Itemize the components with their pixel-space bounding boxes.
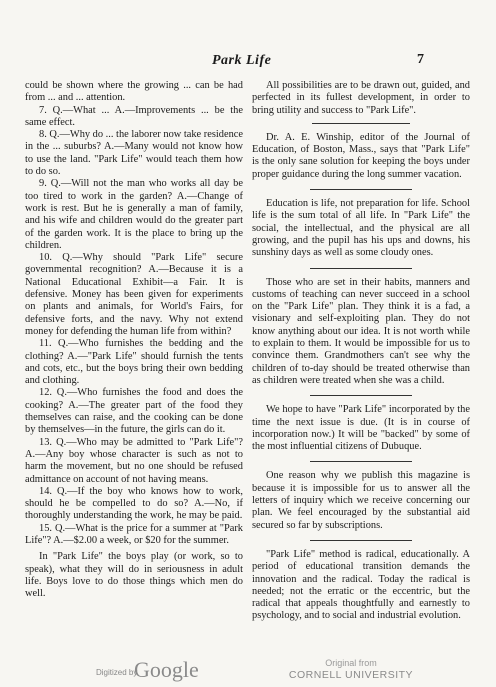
right-paragraph: Dr. A. E. Winship, editor of the Journal of Education, of Boston, Mass., says that "Park Life" is the only sane solution for keeping the boys under proper guidance during the long summer vacation.: [252, 131, 470, 180]
left-paragraph: could be shown where the growing ... can be had from ... and ... attention.: [25, 80, 243, 104]
left-paragraph: 15. Q.—What is the price for a summer at "Park Life"? A.—$2.00 a week, or $20 for the summer.: [25, 522, 243, 546]
divider: [312, 123, 410, 124]
left-paragraph: 11. Q.—Who furnishes the bedding and the clothing? A.—"Park Life" should furnish the tents and cots, etc., but the boys bring their own bedding and clothing.: [25, 338, 243, 387]
divider: [310, 395, 412, 396]
right-paragraph: Those who are set in their habits, manners and customs of teaching can never succeed in a school on the "Park Life" plan. They think it is a fad, a visionary and self-exploiting plan. They do not know anything about our idea. It is not worth while to explain to them. It would be impossible for us to convince them. Grandmothers can't see why the children of to-day should be treated otherwise than as children were treated when she was a child.: [252, 276, 470, 386]
right-paragraph: We hope to have "Park Life" incorporated by the time the next issue is due. (It is in course of incorporation now.) It will be "backed" by some of the most influential citizens of Dubuque.: [252, 404, 470, 453]
divider: [310, 461, 412, 462]
left-paragraph: 14. Q.—If the boy who knows how to work, should he be compelled to do so? A.—No, if thoroughly understanding the work, he may be paid.: [25, 485, 243, 522]
left-paragraph: 8. Q.—Why do ... the laborer now take residence in the ... suburbs? A.—Many would not know how to use the land. "Park Life" would teach them how to do so.: [25, 129, 243, 178]
google-logo: Google: [134, 657, 199, 682]
right-paragraph: All possibilities are to be drawn out, guided, and perfected in its fullest development, in order to bring utility and success to "Park Life".: [252, 80, 470, 116]
digitization-footer: [0, 654, 496, 684]
original-from-label: Original from: [325, 658, 377, 668]
page-header: [0, 52, 496, 74]
left-paragraph: 9. Q.—Will not the man who works all day be too tired to work in the garden? A.—Change of work is rest. But he is generally a man of family, and his wife and children would do the greater part of the garden work. It is the place to bring up the children.: [25, 178, 243, 251]
left-paragraph: 7. Q.—What ... A.—Improvements ... be the same effect.: [25, 104, 243, 128]
divider: [310, 268, 412, 269]
left-paragraph: In "Park Life" the boys play (or work, so to speak), what they will do in seriousness in adult life. Boys love to do those things which men do well.: [25, 551, 243, 600]
left-paragraph: 10. Q.—Why should "Park Life" secure governmental recognition? A.—Because it is a National Educational Exhibit—a Fair. It is defensive. Money has been given for experiments on plants and animals, for World's Fairs, for defensive forts, and the navy. Why not extend money for defending the human life from within?: [25, 252, 243, 337]
left-paragraph: 13. Q.—Who may be admitted to "Park Life"? A.—Any boy whose character is such as not to harm the movement, but no one should be refused admittance on account of not having means.: [25, 436, 243, 485]
left-column: [25, 80, 243, 600]
digitized-by-label: Digitized by: [96, 668, 138, 677]
left-paragraph: 12. Q.—Who furnishes the food and does the cooking? A.—The greater part of the food they themselves can raise, and the cooking can be done by themselves—in the future, the girls can do it.: [25, 387, 243, 436]
institution-label: CORNELL UNIVERSITY: [288, 669, 414, 681]
running-title: Park Life: [212, 53, 272, 68]
page-number: 7: [417, 52, 424, 67]
divider: [310, 540, 412, 541]
divider: [310, 189, 412, 190]
right-paragraph: One reason why we publish this magazine is because it is impossible for us to answer all the letters of inquiry which we receive concerning our plan. We feel encouraged by the substantial aid secured so far by subscriptions.: [252, 470, 470, 531]
right-paragraph: "Park Life" method is radical, educationally. A period of educational transition demands the innovation and the radical. Today the radical is needed; not the erratic or the eccentric, but the radical that appeals thoughtfully and earnestly to psychology, and to social and industrial evolution.: [252, 548, 470, 622]
right-column: [252, 80, 470, 623]
right-paragraph: Education is life, not preparation for life. School life is the sum total of all life. In "Park Life" the social, the intellectual, and the physical are all growing, and the pupil has his ups and downs, his sunshiny days as well as some cloudy ones.: [252, 198, 470, 259]
